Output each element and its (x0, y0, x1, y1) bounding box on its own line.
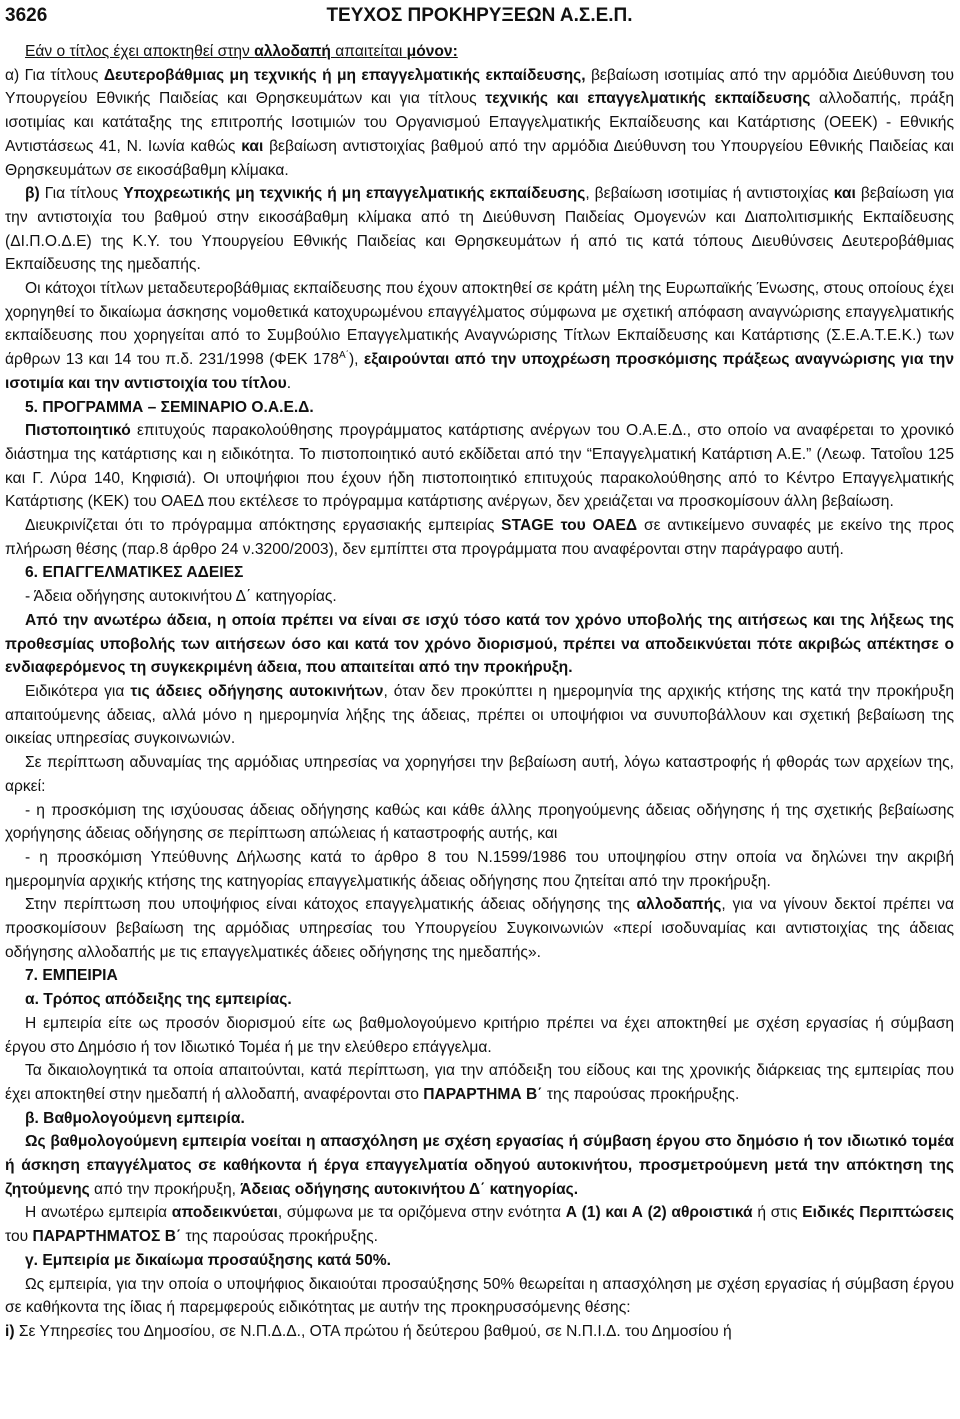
list-item: i) Σε Υπηρεσίες του Δημοσίου, σε Ν.Π.Δ.Δ., ΟΤΑ πρώτου ή δεύτερου βαθμού, σε Ν.Π.Ι.Δ. του Δημοσίου ή (5, 1322, 732, 1340)
list-item: - η προσκόμιση Υπεύθυνης Δήλωσης κατά το άρθρο 8 του Ν.1599/1986 του υποψηφίου στην οποία να δηλώνει την ακριβή ημερομηνία αρχικής κτήσης της κατηγορίας επαγγελματικής άδειας οδήγησης που ζητείται από την προκήρυξη. (5, 848, 954, 890)
page-number: 3626 (5, 5, 48, 26)
paragraph: Από την ανωτέρω άδεια, η οποία πρέπει να είναι σε ισχύ τόσο κατά τον χρόνο υποβολής της αιτήσεως και της λήξεως της προθεσμίας υποβολής των αιτήσεων όσο και κατά τον χρόνο διορισμού, πρέπει να αποδεικνύεται πότε ακριβώς απέκτησε ο ενδιαφερόμενος τη συγκεκριμένη άδεια, που απαιτείται από την προκήρυξη. (5, 611, 954, 677)
paragraph: α) Για τίτλους Δευτεροβάθμιας μη τεχνικής ή μη επαγγελματικής εκπαίδευσης, βεβαίωση ισοτιμίας από την αρμόδια Διεύθυνση του Υπουργείου Εθνικής Παιδείας και Θρησκευμάτων και για τίτλους τεχνικής και επαγγελματικής εκπαίδευσης αλλοδαπής, πράξη ισοτιμίας και κατάταξης της επιτροπής Ισοτιμιών του Οργανισμού Επαγγελματικής Εκπαίδευσης και Κατάρτισης (ΟΕΕΚ) - Εθνικής Αντιστάσεως 41, Ν. Ιωνία καθώς και βεβαίωση αντιστοιχίας βαθμού από την αρμόδια Διεύθυνση του Υπουργείου Εθνικής Παιδείας και Θρησκευμάτων σε εικοσάβαθμη κλίμακα. (5, 66, 954, 179)
subsection-heading: γ. Εμπειρία με δικαίωμα προσαύξησης κατά 50%. (25, 1251, 391, 1269)
section-heading: 7. ΕΜΠΕΙΡΙΑ (25, 967, 118, 985)
subsection-heading: β. Βαθμολογούμενη εμπειρία. (25, 1109, 245, 1127)
paragraph: β) Για τίτλους Υποχρεωτικής μη τεχνικής ή μη επαγγελματικής εκπαίδευσης, βεβαίωση ισοτιμίας ή αντιστοιχίας και βεβαίωση για την αντιστοιχία του βαθμού στην εικοσάβαθμη κλίμακα από τη Διεύθυνση Παιδείας Ομογενών και Διαπολιτισμικής Εκπαίδευσης (ΔΙ.Π.Ο.Δ.Ε) της Κ.Υ. του Υπουργείου Εθνικής Παιδείας και Θρησκευμάτων ή από τις κατά τόπους Διευθύνσεις Δευτεροβάθμιας Εκπαίδευσης της ημεδαπής. (5, 185, 954, 274)
paragraph: Πιστοποιητικό επιτυχούς παρακολούθησης προγράμματος κατάρτισης ανέργων του Ο.Α.Ε.Δ., στο οποίο να αναφέρεται το χρονικό διάστημα της κατάρτισης και η ειδικότητα. Το πιστοποιητικό αυτό εκδίδεται από την “Επαγγελματική Κατάρτιση Α.Ε.” (Λεωφ. Τατοΐου 125 και Γ. Λύρα 140, Κηφισιά). Οι υποψήφιοι που έχουν ήδη πιστοποιητικό επιτυχούς παρακολούθησης από το Κέντρο Επαγγελματικής Κατάρτισης (ΚΕΚ) του ΟΑΕΔ που εκτέλεσε το πρόγραμμα κατάρτισης ανέργων, δεν χρειάζεται να προσκομίσουν άλλη βεβαίωση. (5, 422, 954, 511)
list-item: - η προσκόμιση της ισχύουσας άδειας οδήγησης καθώς και κάθε άλλης προηγούμενης άδειας οδήγησης ή της σχετικής βεβαίωσης χορήγησης άδειας οδήγησης σε περίπτωση απώλειας ή καταστροφής αυτής, και (5, 801, 954, 843)
paragraph: Οι κάτοχοι τίτλων μεταδευτεροβάθμιας εκπαίδευσης που έχουν αποκτηθεί σε κράτη μέλη της Ευρωπαϊκής Ένωσης, στους οποίους έχει χορηγηθεί το δικαίωμα άσκησης νομοθετικά κατοχυρωμένου επαγγέλματος σύμφωνα με σχετική απόφαση αναγνώρισης επαγγελματικής εκπαίδευσης που χορηγείται από το Συμβούλιο Επαγγελματικής Αναγνώρισης Τίτλων Εκπαίδευσης και Κατάρτισης (Σ.Ε.Α.Τ.Ε.Κ.) των άρθρων 13 και 14 του π.δ. 231/1998 (ΦΕΚ $178^{A΄}$), εξαιρούνται από την υποχρέωση προσκόμισης πράξεως αναγνώρισης για την ισοτιμία και την αντιστοιχία του τίτλου. (5, 280, 954, 392)
page-header (5, 4, 954, 28)
paragraph: Στην περίπτωση που υποψήφιος είναι κάτοχος επαγγελματικής άδειας οδήγησης της αλλοδαπής, για να γίνουν δεκτοί πρέπει να προσκομίσουν βεβαίωση της αρμόδιας υπηρεσίας του Υπουργείου Συγκοινωνιών «περί ισοδυναμίας και αντιστοιχίας της άδειας οδήγησης αλλοδαπής με τις επαγγελματικές άδειες οδήγησης της ημεδαπής». (5, 896, 954, 961)
paragraph: Ειδικότερα για τις άδειες οδήγησης αυτοκινήτων, όταν δεν προκύπτει η ημερομηνία της αρχικής κτήσης της κατά την προκήρυξη απαιτούμενης άδειας, αλλά μόνο η ημερομηνία λήξης της άδειας, πρέπει οι υποψήφιοι να συνυποβάλλουν και σχετική βεβαίωση της οικείας υπηρεσίας συγκοινωνιών. (5, 682, 955, 748)
paragraph: Ως εμπειρία, για την οποία ο υποψήφιος δικαιούται προσαύξησης 50% θεωρείται η απασχόληση με σχέση εργασίας ή σύμβαση έργου σε καθήκοντα της ίδιας ή παρεμφερούς ειδικότητας με αυτήν της προκηρυσσόμενης θέσης: (5, 1275, 954, 1317)
document-body (5, 40, 954, 1344)
paragraph: Σε περίπτωση αδυναμίας της αρμόδιας υπηρεσίας να χορηγήσει την βεβαίωση αυτή, λόγω καταστροφής ή φθοράς των αρχείων της, αρκεί: (5, 754, 954, 795)
issue-title: ΤΕΥΧΟΣ ΠΡΟΚΗΡΥΞΕΩΝ Α.Σ.Ε.Π. (326, 5, 633, 26)
paragraph: Η εμπειρία είτε ως προσόν διορισμού είτε ως βαθμολογούμενο κριτήριο πρέπει να έχει αποκτηθεί με σχέση εργασίας ή σύμβαση έργου στο Δημόσιο ή τον Ιδιωτικό Τομέα ή με την ελεύθερο επάγγελμα. (5, 1014, 954, 1056)
subsection-heading: α. Τρόπος απόδειξης της εμπειρίας. (25, 991, 292, 1009)
list-item: - Άδεια οδήγησης αυτοκινήτου Δ΄ κατηγορίας. (25, 588, 337, 606)
paragraph: Ως βαθμολογούμενη εμπειρία νοείται η απασχόληση με σχέση εργασίας ή σύμβαση έργου στο δημόσιο ή τον ιδιωτικό τομέα ή άσκηση επαγγέλματος σε καθήκοντα ή έργα επαγγελματία οδηγού αυτοκινήτου, προσμετρούμενη μετά την απόκτηση της ζητούμενης από την προκήρυξη, Άδειας οδήγησης αυτοκινήτου Δ΄ κατηγορίας. (5, 1133, 954, 1198)
paragraph: Η ανωτέρω εμπειρία αποδεικνύεται, σύμφωνα με τα οριζόμενα στην ενότητα Α (1) και Α (2) αθροιστικά ή στις Ειδικές Περιπτώσεις του ΠΑΡΑΡΤΗΜΑΤΟΣ Β΄ της παρούσας προκήρυξης. (5, 1204, 955, 1246)
section-heading: 5. ΠΡΟΓΡΑΜΜΑ – ΣΕΜΙΝΑΡΙΟ Ο.Α.Ε.Δ. (25, 398, 314, 416)
paragraph: Εάν ο τίτλος έχει αποκτηθεί στην αλλοδαπή απαιτείται μόνον: (25, 43, 458, 60)
paragraph: Διευκρινίζεται ότι το πρόγραμμα απόκτησης εργασιακής εμπειρίας STAGE του ΟΑΕΔ σε αντικείμενο συναφές με εκείνο της προς πλήρωση θέσης (παρ.8 άρθρο 24 ν.3200/2003), δεν εμπίπτει στα προγράμματα που αναφέρονται στην παράγραφο αυτή. (5, 517, 954, 558)
section-heading: 6. ΕΠΑΓΓΕΛΜΑΤΙΚΕΣ ΑΔΕΙΕΣ (25, 564, 244, 582)
paragraph: Τα δικαιολογητικά τα οποία απαιτούνται, κατά περίπτωση, για την απόδειξη του είδους και της χρονικής διάρκειας της εμπειρίας που έχει αποκτηθεί στην ημεδαπή ή αλλοδαπή, αναφέρονται στο ΠΑΡΑΡΤΗΜΑ Β΄ της παρούσας προκήρυξης. (5, 1062, 954, 1103)
